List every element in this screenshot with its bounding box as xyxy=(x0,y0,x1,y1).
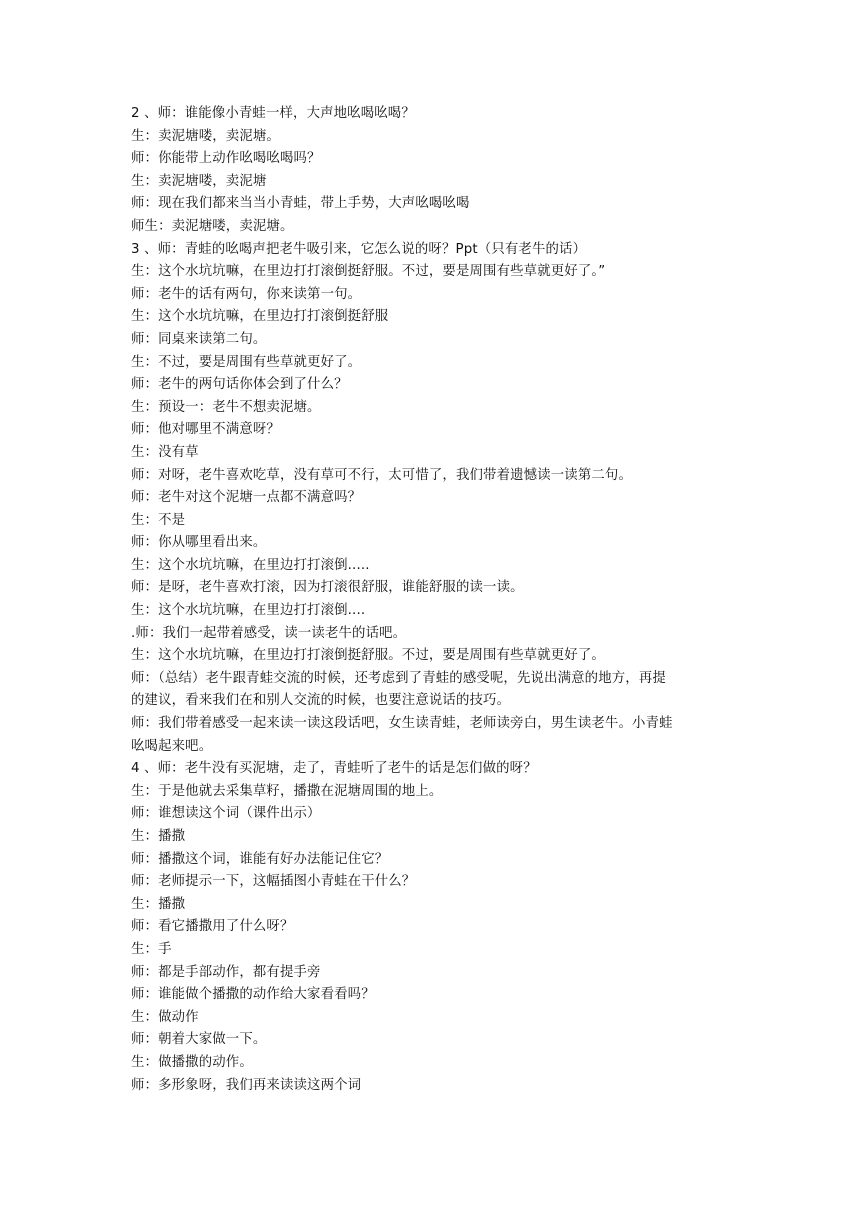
text-line: 生：这个水坑坑嘛，在里边打打滚倒..... xyxy=(131,557,370,573)
document-body xyxy=(131,103,735,1097)
text-line: 师：我们带着感受一起来读一读这段话吧，女生读青蛙，老师读旁白，男生读老牛。小青蛙 xyxy=(131,716,673,732)
roles-paragraph xyxy=(131,713,735,758)
text-line: 生：卖泥塘喽，卖泥塘 xyxy=(131,173,267,189)
text-line: 3 、师：青蛙的吆喝声把老牛吸引来，它怎么说的呀？Ppt（只有老牛的话） xyxy=(131,241,587,257)
text-line: 师：多形象呀，我们再来读读这两个词 xyxy=(131,1077,362,1093)
text-line: 生：这个水坑坑嘛，在里边打打滚倒挺舒服 xyxy=(131,309,389,325)
text-line: 吆喝起来吧。 xyxy=(131,738,213,754)
text-line: 师：你能带上动作吆喝吆喝吗？ xyxy=(131,151,321,167)
summary-paragraph xyxy=(131,668,735,713)
text-line: 师：谁能做个播撒的动作给大家看看吗？ xyxy=(131,987,375,1003)
text-line: 生：这个水坑坑嘛，在里边打打滚倒挺舒服。不过，要是周围有些草就更好了。” xyxy=(131,264,606,280)
text-line: 生：卖泥塘喽，卖泥塘。 xyxy=(131,128,280,144)
text-line: 师：老牛的话有两句，你来读第一句。 xyxy=(131,286,362,302)
text-line: 生：这个水坑坑嘛，在里边打打滚倒.... xyxy=(131,603,366,619)
text-line: 生：这个水坑坑嘛，在里边打打滚倒挺舒服。不过，要是周围有些草就更好了。 xyxy=(131,648,605,664)
text-line: 生：于是他就去采集草籽，播撒在泥塘周围的地上。 xyxy=(131,783,443,799)
text-line: 生：播撒 xyxy=(131,829,186,844)
text-line: 的建议，看来我们在和别人交流的时候，也要注意说话的技巧。 xyxy=(131,693,511,709)
text-line: 生：预设一：老牛不想卖泥塘。 xyxy=(131,399,321,415)
text-line: 生：播撒 xyxy=(131,896,186,912)
text-line: 师：同桌来读第二句。 xyxy=(131,331,267,347)
text-line: 生：手 xyxy=(131,941,172,957)
text-line: 生：没有草 xyxy=(131,444,199,460)
text-line: .师：我们一起带着感受，读一读老牛的话吧。 xyxy=(131,625,407,641)
text-line: 2 、师：谁能像小青蛙一样，大声地吆喝吆喝？ xyxy=(131,106,415,121)
text-line: 师：是呀，老牛喜欢打滚，因为打滚很舒服，谁能舒服的读一读。 xyxy=(131,580,524,596)
text-line: 师：播撒这个词，谁能有好办法能记住它？ xyxy=(131,851,389,867)
text-line: 师：老师提示一下，这幅插图小青蛙在干什么？ xyxy=(131,874,416,890)
text-line: 师：老牛对这个泥塘一点都不满意吗？ xyxy=(131,490,362,506)
text-line: 师：现在我们都来当当小青蛙，带上手势，大声吆喝吆喝 xyxy=(131,196,470,212)
text-line: 生：不是 xyxy=(131,512,186,528)
text-line: 师：谁想读这个词（课件出示） xyxy=(131,806,321,822)
text-line: 生：做播撒的动作。 xyxy=(131,1054,253,1070)
text-line: 生：做动作 xyxy=(131,1009,199,1025)
text-line: 4 、师：老牛没有买泥塘，走了，青蛙听了老牛的话是怎们做的呀？ xyxy=(131,761,537,777)
text-line: 师：老牛的两句话你体会到了什么？ xyxy=(131,377,348,393)
text-line: 生：不过，要是周围有些草就更好了。 xyxy=(131,354,362,370)
text-line: 师生：卖泥塘喽，卖泥塘。 xyxy=(131,218,294,234)
text-line: 师：朝着大家做一下。 xyxy=(131,1032,267,1048)
text-line: 师：对呀，老牛喜欢吃草，没有草可不行，太可惜了，我们带着遗憾读一读第二句。 xyxy=(131,467,633,483)
text-line: 师：你从哪里看出来。 xyxy=(131,535,267,551)
text-line: 师：看它播撒用了什么呀？ xyxy=(131,919,294,935)
text-line: 师：（总结）老牛跟青蛙交流的时候，还考虑到了青蛙的感受呢，先说出满意的地方，再提 xyxy=(131,670,666,686)
text-line: 师：他对哪里不满意呀？ xyxy=(131,422,280,438)
text-line: 师：都是手部动作，都有提手旁 xyxy=(131,964,321,980)
